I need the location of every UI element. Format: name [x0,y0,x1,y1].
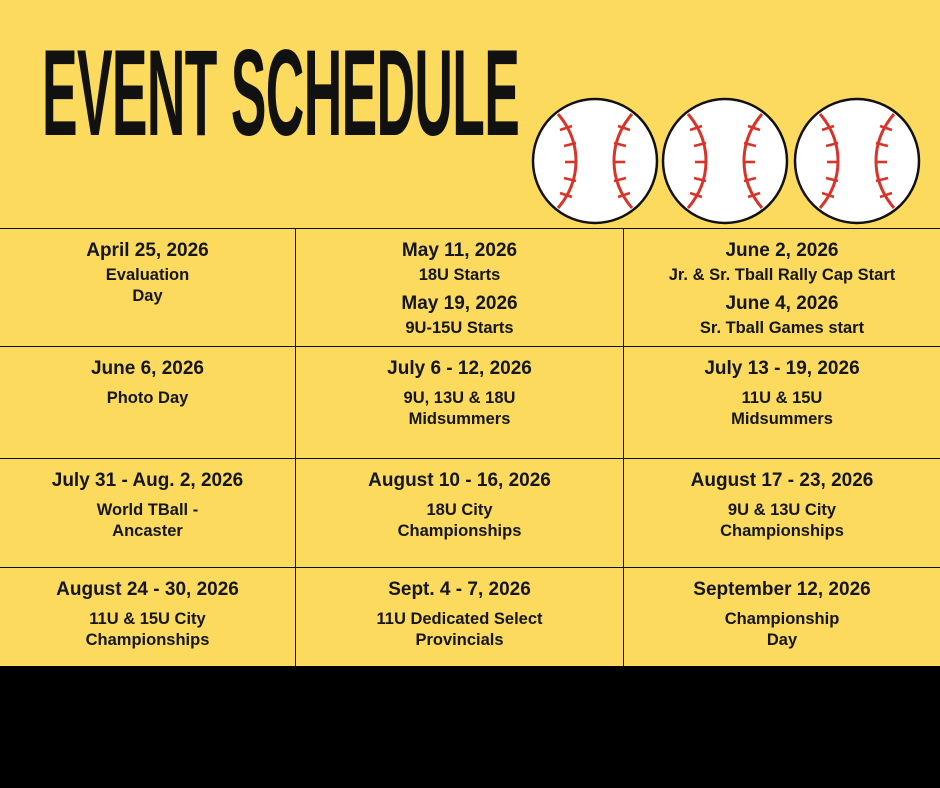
entry-date: June 4, 2026 [725,292,839,314]
entry-date: June 6, 2026 [90,358,205,379]
entry-description: Jr. & Sr. Tball Rally Cap Start [668,265,896,284]
schedule-cell [0,568,296,667]
schedule-cell [296,347,624,458]
entry-description: 9U, 13U & 18U Midsummers [403,388,516,428]
page-title: EVENT SCHEDULE [42,25,520,162]
entry-description: 18U Starts [418,265,501,284]
entry-date: September 12, 2026 [693,579,871,600]
entry-date: Sept. 4 - 7, 2026 [388,579,531,600]
entry-description: Photo Day [106,388,189,407]
schedule-entry [402,239,517,290]
schedule-table [0,228,940,668]
baseball-icon [530,96,660,226]
footer-bar [0,666,940,788]
table-row [0,459,940,568]
table-row [0,347,940,459]
entry-date: July 31 - Aug. 2, 2026 [51,470,244,491]
schedule-cell [624,347,940,458]
schedule-cell [296,568,624,667]
schedule-entry [669,239,896,290]
entry-date: April 25, 2026 [86,240,209,261]
entry-date: August 24 - 30, 2026 [56,579,239,600]
entry-description: Evaluation Day [105,265,190,305]
entry-description: Championship Day [724,609,840,649]
schedule-cell [0,229,296,346]
entry-date: May 11, 2026 [401,240,518,261]
entry-description: Sr. Tball Games start [699,318,865,337]
entry-description: 11U & 15U Midsummers [731,388,833,428]
schedule-cell [0,347,296,458]
schedule-entry [401,292,517,343]
entry-description: World TBall - Ancaster [96,500,199,540]
entry-date: June 2, 2026 [725,240,839,261]
schedule-cell [624,459,940,567]
baseball-icon [792,96,922,226]
entry-date: July 6 - 12, 2026 [387,358,532,379]
entry-date: August 10 - 16, 2026 [368,470,551,491]
table-row [0,229,940,347]
schedule-cell [296,229,624,346]
baseball-decoration-group [530,96,920,231]
table-row [0,568,940,668]
entry-date: August 17 - 23, 2026 [690,470,874,491]
entry-description: 11U Dedicated Select Provincials [376,609,543,649]
entry-description: 9U-15U Starts [405,318,514,337]
schedule-cell [624,568,940,667]
schedule-cell [296,459,624,567]
entry-description: 9U & 13U City Championships [720,500,844,540]
entry-date: May 19, 2026 [401,292,518,314]
schedule-entry [86,239,209,311]
entry-date: July 13 - 19, 2026 [704,358,860,379]
entry-description: 18U City Championships [397,500,522,540]
schedule-entry [700,292,864,343]
schedule-cell [0,459,296,567]
entry-description: 11U & 15U City Championships [85,609,210,649]
schedule-cell [624,229,940,346]
baseball-icon [660,96,790,226]
